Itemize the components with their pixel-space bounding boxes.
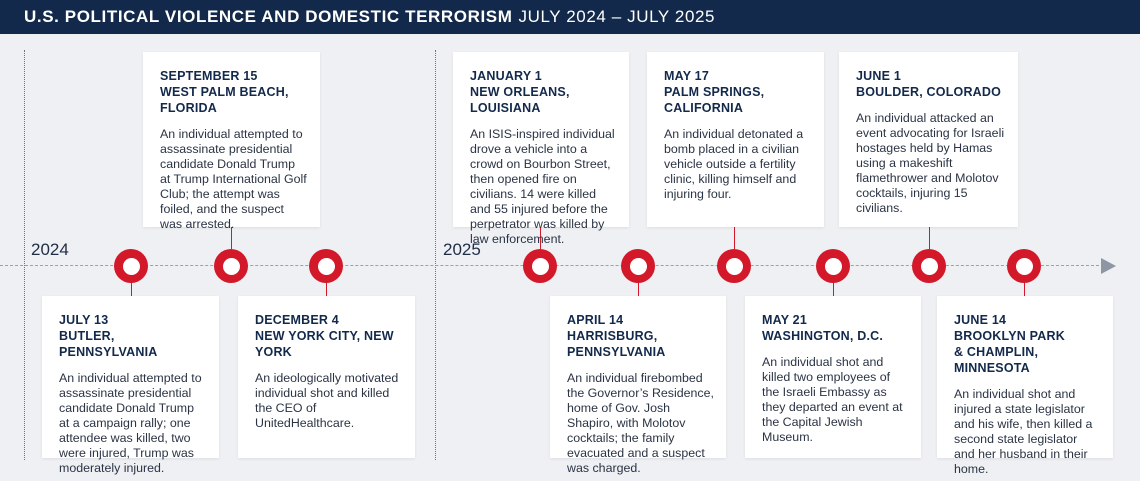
event-description: An individual attempted to assassinate presidential candidate Donald Trump at a campaign rally; one attendee was killed, two were injured, Trump was moderately injured.: [59, 371, 202, 475]
page-title: U.S. POLITICAL VIOLENCE AND DOMESTIC TERRORISM: [24, 7, 513, 26]
event-date: JULY 13: [59, 313, 109, 327]
event-description: An ISIS-inspired individual drove a vehicle into a crowd on Bourbon Street, then opened fire on civilians. 14 were killed and 55 injured before the perpetrator was killed by law enforcement.: [470, 127, 615, 246]
event-location: HARRISBURG, PENNSYLVANIA: [567, 329, 666, 359]
event-location: BOULDER, COLORADO: [856, 85, 1002, 99]
page-date-range: JULY 2024 – JULY 2025: [518, 7, 716, 26]
event-date: SEPTEMBER 15: [160, 69, 258, 83]
event-location: WEST PALM BEACH, FLORIDA: [160, 85, 289, 115]
timeline-marker-event-7: [816, 249, 850, 283]
event-card-washington-dc: [745, 296, 921, 458]
event-date: MAY 21: [762, 313, 807, 327]
event-card-new-orleans: [453, 52, 629, 246]
event-description: An individual attempted to assassinate presidential candidate Donald Trump at Trump International Golf Club; the attempt was foiled, and the suspect was arrested.: [160, 127, 307, 231]
event-description: An individual attacked an event advocating for Israeli hostages held by Hamas using a makeshift flamethrower and Molotov cocktails, injuring 15 civilians.: [856, 111, 1005, 215]
timeline-marker-event-5: [621, 249, 655, 283]
timeline-marker-event-2: [214, 249, 248, 283]
connector-event-6: [734, 227, 735, 249]
event-description: An individual detonated a bomb placed in a civilian vehicle outside a fertility clinic, killing himself and injuring four.: [664, 127, 804, 201]
event-location: NEW YORK CITY, NEW YORK: [255, 329, 394, 359]
timeline-arrow-icon: [1101, 258, 1116, 274]
event-card-new-york-city: [238, 296, 415, 458]
event-date: MAY 17: [664, 69, 709, 83]
year-divider-2024: [24, 50, 25, 460]
year-label-2024: 2024: [31, 240, 69, 259]
connector-event-8: [929, 227, 930, 249]
connector-event-3: [326, 282, 327, 296]
event-card-harrisburg: [550, 296, 726, 475]
event-date: JUNE 1: [856, 69, 901, 83]
event-date: JUNE 14: [954, 313, 1007, 327]
connector-event-5: [638, 282, 639, 296]
connector-event-1: [131, 282, 132, 296]
event-location: NEW ORLEANS, LOUISIANA: [470, 85, 570, 115]
event-description: An individual shot and injured a state legislator and his wife, then killed a second state legislator and her husband in their home.: [954, 387, 1093, 476]
event-location: BROOKLYN PARK & CHAMPLIN, MINNESOTA: [954, 329, 1065, 375]
year-divider-2025: [435, 50, 436, 460]
event-card-boulder: [839, 52, 1018, 227]
timeline-marker-event-4: [523, 249, 557, 283]
event-description: An ideologically motivated individual shot and killed the CEO of UnitedHealthcare.: [255, 371, 399, 430]
event-description: An individual firebombed the Governor’s Residence, home of Gov. Josh Shapiro, with Molotov cocktails; the family evacuated and a suspect was charged.: [567, 371, 714, 475]
event-date: JANUARY 1: [470, 69, 542, 83]
timeline-marker-event-6: [717, 249, 751, 283]
event-date: DECEMBER 4: [255, 313, 339, 327]
timeline-marker-event-8: [912, 249, 946, 283]
timeline-marker-event-9: [1007, 249, 1041, 283]
page-header: [0, 0, 1140, 34]
event-description: An individual shot and killed two employees of the Israeli Embassy as they departed an event at the Capital Jewish Museum.: [762, 355, 903, 444]
event-location: WASHINGTON, D.C.: [762, 329, 884, 343]
event-card-west-palm-beach: [143, 52, 320, 231]
connector-event-9: [1024, 282, 1025, 296]
year-label-2025: 2025: [443, 240, 481, 259]
event-card-butler: [42, 296, 219, 475]
event-date: APRIL 14: [567, 313, 624, 327]
timeline-marker-event-3: [309, 249, 343, 283]
event-card-brooklyn-park: [937, 296, 1113, 476]
event-location: BUTLER, PENNSYLVANIA: [59, 329, 158, 359]
event-card-palm-springs: [647, 52, 824, 227]
timeline-marker-event-1: [114, 249, 148, 283]
connector-event-7: [833, 282, 834, 296]
event-location: PALM SPRINGS, CALIFORNIA: [664, 85, 765, 115]
